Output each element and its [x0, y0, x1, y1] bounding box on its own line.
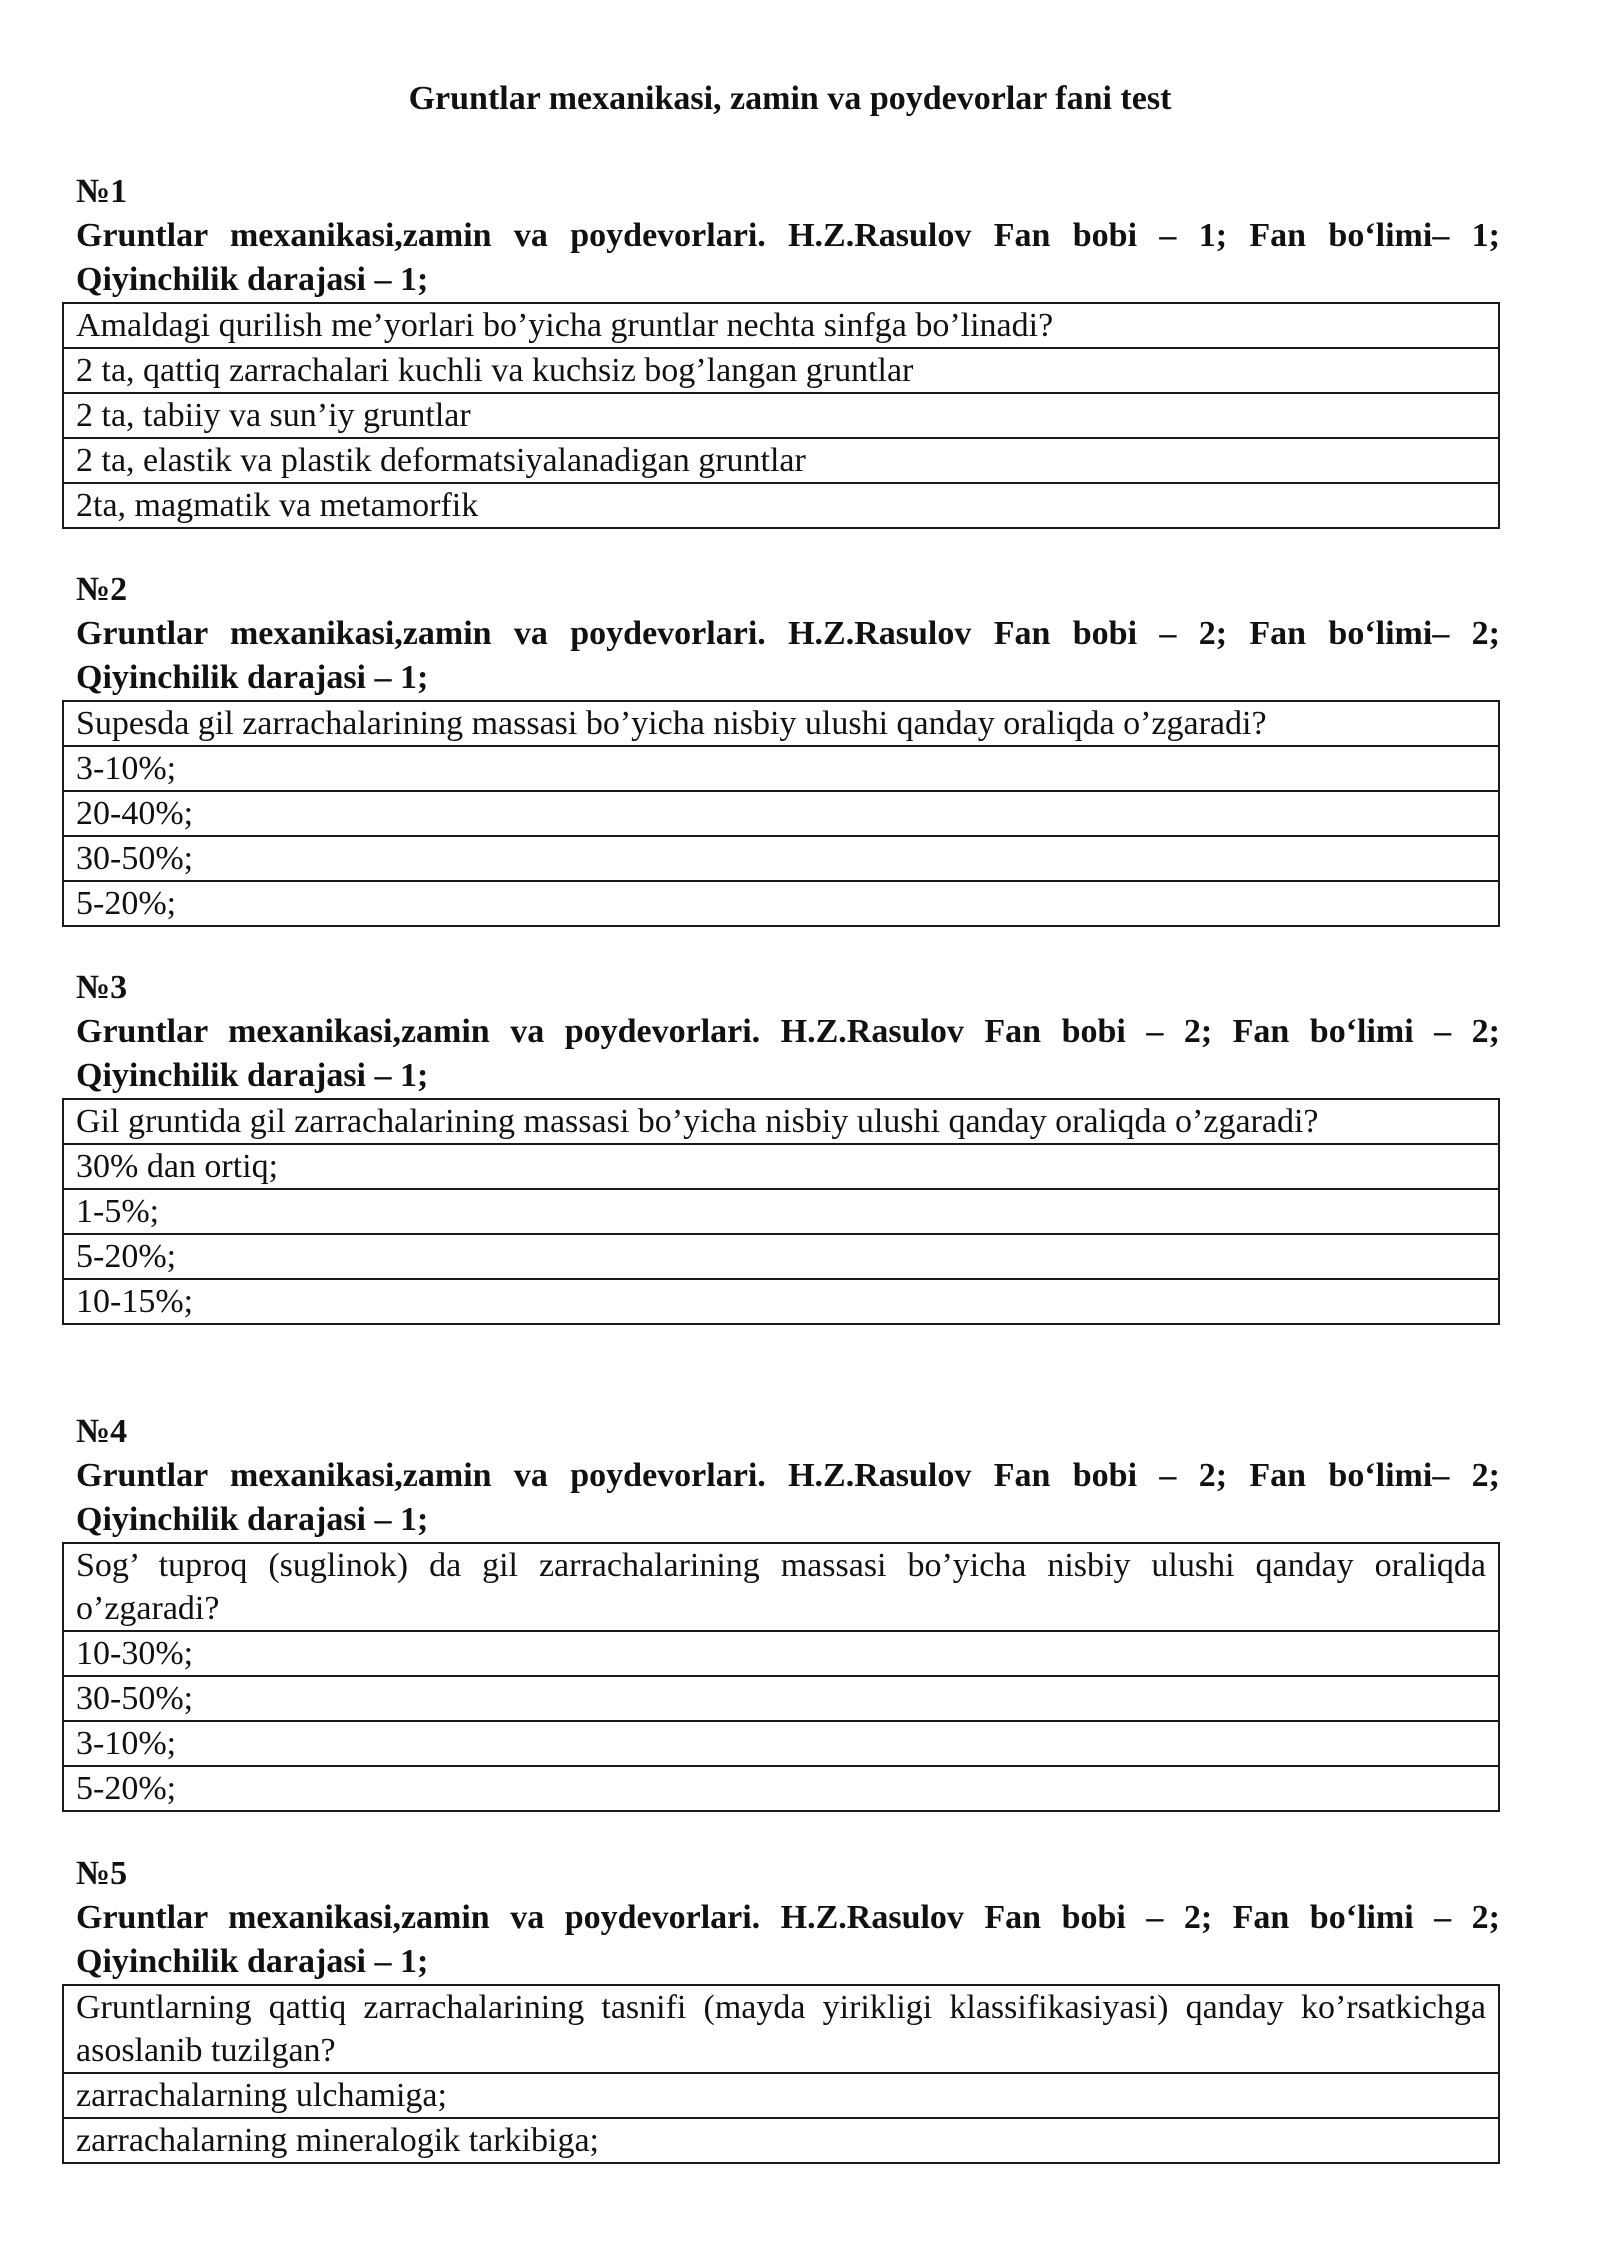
- question-meta: Gruntlar mexanikasi,zamin va poydevorlari. H.Z.Rasulov Fan bobi – 2; Fan bo‘limi– 2; Qiyinchilik darajasi – 1;: [76, 615, 1500, 696]
- answer-row: [63, 746, 1499, 791]
- answer-option: 5-20%;: [63, 881, 1499, 926]
- answer-option: 30-50%;: [63, 836, 1499, 881]
- answer-option: 5-20%;: [63, 1234, 1499, 1279]
- question-text: Supesda gil zarrachalarining massasi bo’yicha nisbiy ulushi qanday oraliqda o’zgaradi?: [63, 701, 1499, 746]
- question-number: №3: [76, 969, 128, 1006]
- answer-option: 3-10%;: [63, 746, 1499, 791]
- answer-option: 30% dan ortiq;: [63, 1144, 1499, 1189]
- answer-row: [63, 2118, 1499, 2163]
- answer-option: 10-30%;: [63, 1631, 1499, 1676]
- answer-row: [63, 1721, 1499, 1766]
- question-3: [76, 966, 1500, 1325]
- question-row: [63, 1543, 1499, 1631]
- question-1: [76, 170, 1500, 529]
- answer-option: 20-40%;: [63, 791, 1499, 836]
- answer-option: 1-5%;: [63, 1189, 1499, 1234]
- answer-row: [63, 393, 1499, 438]
- answer-row: [63, 1631, 1499, 1676]
- answer-option: 30-50%;: [63, 1676, 1499, 1721]
- answer-row: [63, 836, 1499, 881]
- answer-row: [63, 1144, 1499, 1189]
- answer-row: [63, 438, 1499, 483]
- question-table: [62, 302, 1500, 529]
- answer-row: [63, 2073, 1499, 2118]
- question-text: Gruntlarning qattiq zarrachalarining tasnifi (mayda yirikligi klassifikasiyasi) qanday ko’rsatkichga asoslanib tuzilgan?: [63, 1985, 1499, 2073]
- answer-option: 3-10%;: [63, 1721, 1499, 1766]
- answer-row: [63, 483, 1499, 528]
- answer-option: 2 ta, elastik va plastik deformatsiyalanadigan gruntlar: [63, 438, 1499, 483]
- question-4: [76, 1410, 1500, 1812]
- answer-option: zarrachalarning mineralogik tarkibiga;: [63, 2118, 1499, 2163]
- question-table: [62, 700, 1500, 927]
- question-number: №1: [76, 173, 128, 210]
- answer-row: [63, 348, 1499, 393]
- answer-row: [63, 1676, 1499, 1721]
- question-row: [63, 701, 1499, 746]
- question-5: [76, 1852, 1500, 2164]
- answer-option: 5-20%;: [63, 1766, 1499, 1811]
- question-meta: Gruntlar mexanikasi,zamin va poydevorlari. H.Z.Rasulov Fan bobi – 2; Fan bo‘limi – 2; Qiyinchilik darajasi – 1;: [76, 1013, 1500, 1094]
- question-number: №2: [76, 571, 128, 608]
- answer-option: 2 ta, qattiq zarrachalari kuchli va kuchsiz bog’langan gruntlar: [63, 348, 1499, 393]
- answer-row: [63, 1766, 1499, 1811]
- question-text: Amaldagi qurilish me’yorlari bo’yicha gruntlar nechta sinfga bo’linadi?: [63, 303, 1499, 348]
- question-table: [62, 1984, 1500, 2164]
- question-meta: Gruntlar mexanikasi,zamin va poydevorlari. H.Z.Rasulov Fan bobi – 1; Fan bo‘limi– 1; Qiyinchilik darajasi – 1;: [76, 217, 1500, 298]
- question-row: [63, 1985, 1499, 2073]
- answer-row: [63, 791, 1499, 836]
- question-meta: Gruntlar mexanikasi,zamin va poydevorlari. H.Z.Rasulov Fan bobi – 2; Fan bo‘limi – 2; Qiyinchilik darajasi – 1;: [76, 1899, 1500, 1980]
- question-row: [63, 303, 1499, 348]
- answer-row: [63, 1189, 1499, 1234]
- question-table: [62, 1098, 1500, 1325]
- answer-option: 2ta, magmatik va metamorfik: [63, 483, 1499, 528]
- answer-row: [63, 1234, 1499, 1279]
- question-number: №5: [76, 1855, 128, 1892]
- page-title: Gruntlar mexanikasi, zamin va poydevorlar fani test: [408, 80, 1172, 117]
- answer-option: 10-15%;: [63, 1279, 1499, 1324]
- answer-row: [63, 1279, 1499, 1324]
- question-table: [62, 1542, 1500, 1812]
- question-2: [76, 568, 1500, 927]
- question-text: Sog’ tuproq (suglinok) da gil zarrachalarining massasi bo’yicha nisbiy ulushi qanday oraliqda o’zgaradi?: [63, 1543, 1499, 1631]
- answer-option: 2 ta, tabiiy va sun’iy gruntlar: [63, 393, 1499, 438]
- answer-row: [63, 881, 1499, 926]
- question-text: Gil gruntida gil zarrachalarining massasi bo’yicha nisbiy ulushi qanday oraliqda o’zgaradi?: [63, 1099, 1499, 1144]
- answer-option: zarrachalarning ulchamiga;: [63, 2073, 1499, 2118]
- question-row: [63, 1099, 1499, 1144]
- question-meta: Gruntlar mexanikasi,zamin va poydevorlari. H.Z.Rasulov Fan bobi – 2; Fan bo‘limi– 2; Qiyinchilik darajasi – 1;: [76, 1457, 1500, 1538]
- question-number: №4: [76, 1413, 128, 1450]
